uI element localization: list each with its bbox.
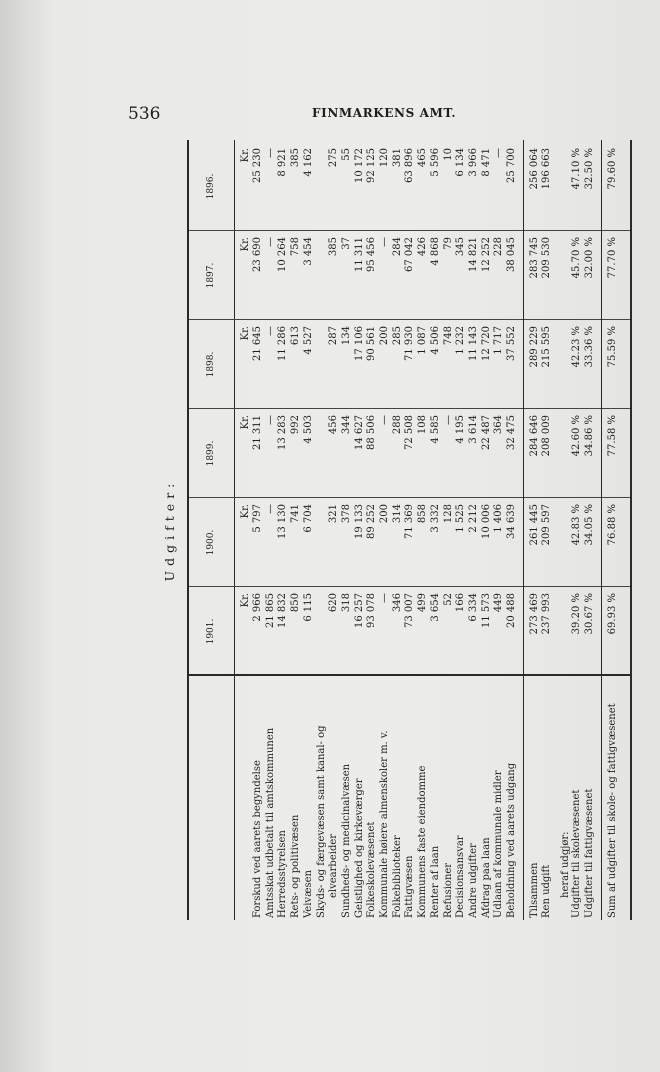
row-label: Herredsstyrelsen	[277, 830, 289, 918]
row-value: 4 527	[302, 326, 314, 355]
row-label: Skyds- og færgevæsen samt kanal- og	[315, 725, 327, 918]
row-value: 14 821	[467, 237, 479, 272]
row-value: 32.50 %	[583, 148, 595, 190]
row-value: Kr.	[240, 593, 251, 608]
row-value: 34 639	[506, 504, 517, 539]
row-value: 10 006	[480, 504, 492, 539]
row-value: 76.88 %	[606, 504, 618, 546]
row-label: Amtsskat udbetalt til amtskommunen	[264, 727, 276, 918]
row-value: 34.86 %	[583, 415, 595, 457]
row-value: 93 078	[366, 593, 378, 628]
row-value: 465	[417, 148, 429, 168]
row-value: 385	[290, 148, 302, 168]
rotated-table	[155, 140, 630, 920]
row-value: 345	[455, 237, 467, 257]
row-value: 346	[391, 593, 403, 613]
row-value: 3 614	[467, 415, 479, 444]
table-row	[417, 140, 429, 920]
row-value: Kr.	[240, 326, 251, 341]
row-value: 166	[455, 593, 467, 613]
row-label: Geistlighed og kirkeværger	[353, 778, 365, 918]
year-header: 1896.	[206, 173, 216, 200]
row-value: 42.60 %	[571, 415, 583, 457]
row-value: 72 508	[404, 415, 416, 450]
row-value: 32 475	[506, 415, 517, 450]
row-value: 21 311	[252, 415, 263, 450]
row-value: Kr.	[240, 237, 251, 252]
row-value: 8 921	[277, 148, 289, 177]
year-header: 1900.	[206, 529, 216, 556]
row-value: 4 506	[429, 326, 441, 355]
row-value: 992	[290, 415, 302, 435]
row-value: 200	[379, 326, 390, 346]
table-row	[392, 140, 404, 920]
table-row	[240, 140, 252, 920]
row-label: Tilsammen	[528, 862, 540, 918]
row-value: 8 471	[480, 148, 492, 177]
row-value: 92 125	[366, 148, 378, 183]
row-label: Decisionsansvar	[455, 835, 467, 918]
row-label: Rets- og politivæsen	[290, 814, 302, 918]
row-value: 67 042	[404, 237, 416, 272]
row-value: 77.70 %	[606, 237, 618, 279]
table-row	[366, 140, 378, 920]
row-value: 613	[290, 326, 302, 346]
row-value: 20 488	[506, 593, 517, 628]
row-value: 748	[442, 326, 454, 346]
table-title: Udgifter:	[162, 478, 177, 582]
row-value: 5 797	[252, 504, 263, 533]
row-label: Beholdning ved aarets udgang	[506, 762, 517, 918]
year-header: 1899.	[206, 440, 216, 467]
row-value: 73 007	[404, 593, 416, 628]
row-value: 284 646	[528, 415, 540, 457]
row-value: 1 717	[493, 326, 505, 355]
row-value: 208 009	[541, 415, 553, 457]
row-value: 11 143	[467, 326, 479, 361]
row-value: 287	[328, 326, 340, 346]
row-value: 620	[328, 593, 340, 613]
row-value: 426	[417, 237, 429, 257]
row-value: 4 503	[302, 415, 314, 444]
row-value: 34.05 %	[583, 504, 595, 546]
row-value: 38 045	[506, 237, 517, 272]
row-value: —	[264, 148, 276, 158]
row-value: 13 130	[277, 504, 289, 539]
sum-rule	[601, 140, 602, 920]
row-value: 16 257	[353, 593, 365, 628]
row-value: 25 700	[506, 148, 517, 183]
row-label: Fattigvæsen	[404, 855, 416, 918]
row-value: Kr.	[240, 504, 251, 519]
row-value: 42.23 %	[571, 326, 583, 368]
row-value: 95 456	[366, 237, 378, 272]
row-value: 47.10 %	[571, 148, 583, 190]
row-value: 318	[340, 593, 352, 613]
row-value: 77.58 %	[606, 415, 618, 457]
row-value: 11 311	[353, 237, 365, 272]
row-value: 3 454	[302, 237, 314, 266]
row-value: 209 597	[541, 504, 553, 546]
table-row	[328, 140, 340, 920]
row-value: 1 087	[417, 326, 429, 355]
table-row	[379, 140, 391, 920]
row-value: 21 865	[264, 593, 276, 628]
row-value: —	[264, 504, 276, 514]
row-value: 10	[442, 148, 454, 161]
row-value: 196 663	[541, 148, 553, 190]
row-value: 1 232	[455, 326, 467, 355]
row-value: 14 832	[277, 593, 289, 628]
row-value: —	[379, 415, 390, 425]
row-value: 33.36 %	[583, 326, 595, 368]
row-value: 128	[442, 504, 454, 524]
table-row	[481, 140, 493, 920]
row-value: 275	[328, 148, 340, 168]
table-row	[584, 140, 596, 920]
row-value: Kr.	[240, 415, 251, 430]
row-value: 858	[417, 504, 429, 524]
row-label: Ren udgift	[541, 864, 553, 918]
row-value: —	[442, 415, 454, 425]
row-label: Sum af udgifter til skole- og fattigvæsenet	[606, 703, 618, 918]
row-value: 71 369	[404, 504, 416, 539]
row-value: 25 230	[252, 148, 263, 183]
row-value: 39.20 %	[571, 593, 583, 635]
row-value: 71 930	[404, 326, 416, 361]
table-row	[277, 140, 289, 920]
table-header	[189, 140, 235, 920]
table-row	[430, 140, 442, 920]
row-value: 6 115	[302, 593, 314, 622]
row-value: —	[493, 148, 505, 158]
row-label: Udlaan af kommunale midler	[493, 770, 505, 918]
table-row	[529, 140, 541, 920]
table-row	[571, 140, 583, 920]
row-value: —	[379, 593, 390, 603]
table-row	[265, 140, 277, 920]
row-value: —	[264, 326, 276, 336]
row-value: 1 525	[455, 504, 467, 533]
table-row	[607, 140, 619, 920]
row-value: 741	[290, 504, 302, 524]
row-value: 19 133	[353, 504, 365, 539]
year-header: 1901.	[206, 618, 216, 645]
row-value: —	[264, 237, 276, 247]
year-header: 1897.	[206, 262, 216, 289]
row-value: 6 704	[302, 504, 314, 533]
row-value: 200	[379, 504, 390, 524]
row-value: 499	[417, 593, 429, 613]
row-value: 2 966	[252, 593, 263, 622]
year-header: 1898.	[206, 351, 216, 378]
table-row	[252, 140, 264, 920]
table-row	[303, 140, 315, 920]
row-value: 261 445	[528, 504, 540, 546]
row-value: 79.60 %	[606, 148, 618, 190]
row-value: 89 252	[366, 504, 378, 539]
row-value: Kr.	[240, 148, 251, 163]
row-label: Andre udgifter	[467, 843, 479, 918]
row-label: heraf udgjør:	[560, 831, 572, 898]
row-value: 449	[493, 593, 505, 613]
row-value: 284	[391, 237, 403, 257]
row-value: 10 264	[277, 237, 289, 272]
row-value: 75.59 %	[606, 326, 618, 368]
table-row	[468, 140, 480, 920]
totals-rule	[523, 140, 524, 920]
row-value: 3 966	[467, 148, 479, 177]
row-value: 21 645	[252, 326, 263, 361]
row-value: 314	[391, 504, 403, 524]
row-value: 237 993	[541, 593, 553, 635]
row-value: 3 654	[429, 593, 441, 622]
row-label: Folkebiblioteker	[391, 835, 403, 918]
row-value: 4 162	[302, 148, 314, 177]
row-value: 12 252	[480, 237, 492, 272]
table-row	[341, 140, 353, 920]
row-value: 88 506	[366, 415, 378, 450]
table-row	[316, 140, 328, 920]
row-label: Kommunale høiere almenskoler m. v.	[379, 730, 390, 918]
row-label: Folkeskolevæsenet	[366, 821, 378, 918]
row-label: Refusioner	[442, 862, 454, 918]
row-value: 10 172	[353, 148, 365, 183]
row-value: 12 720	[480, 326, 492, 361]
row-value: 283 745	[528, 237, 540, 279]
row-value: 55	[340, 148, 352, 161]
row-value: 288	[391, 415, 403, 435]
row-value: 758	[290, 237, 302, 257]
row-value: 381	[391, 148, 403, 168]
row-label: Kommunens faste eiendomme	[417, 765, 429, 918]
table-row	[455, 140, 467, 920]
table-row	[404, 140, 416, 920]
table-row	[506, 140, 518, 920]
page-number: 536	[128, 104, 161, 124]
row-value: 63 896	[404, 148, 416, 183]
row-value: 4 585	[429, 415, 441, 444]
row-value: 456	[328, 415, 340, 435]
row-value: 385	[328, 237, 340, 257]
table-row	[493, 140, 505, 920]
row-value: 256 064	[528, 148, 540, 190]
row-label: Forskud ved aarets begyndelse	[252, 760, 263, 918]
row-value: 22 487	[480, 415, 492, 450]
row-value: 2 212	[467, 504, 479, 533]
row-value: 42.83 %	[571, 504, 583, 546]
row-value: 90 561	[366, 326, 378, 361]
row-value: 4 195	[455, 415, 467, 444]
row-value: 11 286	[277, 326, 289, 361]
row-value: 273 469	[528, 593, 540, 635]
row-value: 23 690	[252, 237, 263, 272]
row-value: 69.93 %	[606, 593, 618, 635]
row-value: 209 530	[541, 237, 553, 279]
row-value: 6 334	[467, 593, 479, 622]
row-label: Afdrag paa laan	[480, 837, 492, 918]
row-value: 45.70 %	[571, 237, 583, 279]
row-value: 215 595	[541, 326, 553, 368]
row-value: 13 283	[277, 415, 289, 450]
row-label: Veivæsen	[302, 870, 314, 918]
row-value: 6 134	[455, 148, 467, 177]
row-value: 285	[391, 326, 403, 346]
row-value: 1 406	[493, 504, 505, 533]
row-value: 289 229	[528, 326, 540, 368]
rotated-table-area	[155, 140, 630, 920]
table-row	[354, 140, 366, 920]
row-label: elvearbeider	[328, 833, 340, 898]
row-value: 11 573	[480, 593, 492, 628]
row-value: 5 596	[429, 148, 441, 177]
row-value: 850	[290, 593, 302, 613]
table-row	[290, 140, 302, 920]
row-label: Udgifter til skolevæsenet	[571, 789, 583, 918]
table-row	[443, 140, 455, 920]
row-value: 321	[328, 504, 340, 524]
row-value: 108	[417, 415, 429, 435]
row-value: 3 332	[429, 504, 441, 533]
row-value: 364	[493, 415, 505, 435]
row-value: 37 552	[506, 326, 517, 361]
row-value: 30.67 %	[583, 593, 595, 635]
row-value: 344	[340, 415, 352, 435]
running-title: FINMARKENS AMT.	[312, 106, 457, 120]
row-value: 134	[340, 326, 352, 346]
row-value: 120	[379, 148, 390, 168]
row-value: 32.00 %	[583, 237, 595, 279]
row-value: —	[379, 237, 390, 247]
row-label: Sundheds- og medicinalvæsen	[340, 763, 352, 918]
row-value: 4 868	[429, 237, 441, 266]
row-value: 17 106	[353, 326, 365, 361]
table-row	[541, 140, 553, 920]
row-label: Udgifter til fattigvæsenet	[583, 788, 595, 918]
row-value: —	[264, 415, 276, 425]
row-value: 37	[340, 237, 352, 250]
row-value: 378	[340, 504, 352, 524]
row-label: Renter af laan	[429, 845, 441, 918]
expenditure-table	[187, 140, 632, 920]
row-value: 52	[442, 593, 454, 606]
row-value: 79	[442, 237, 454, 250]
row-value: 228	[493, 237, 505, 257]
row-value: 14 627	[353, 415, 365, 450]
